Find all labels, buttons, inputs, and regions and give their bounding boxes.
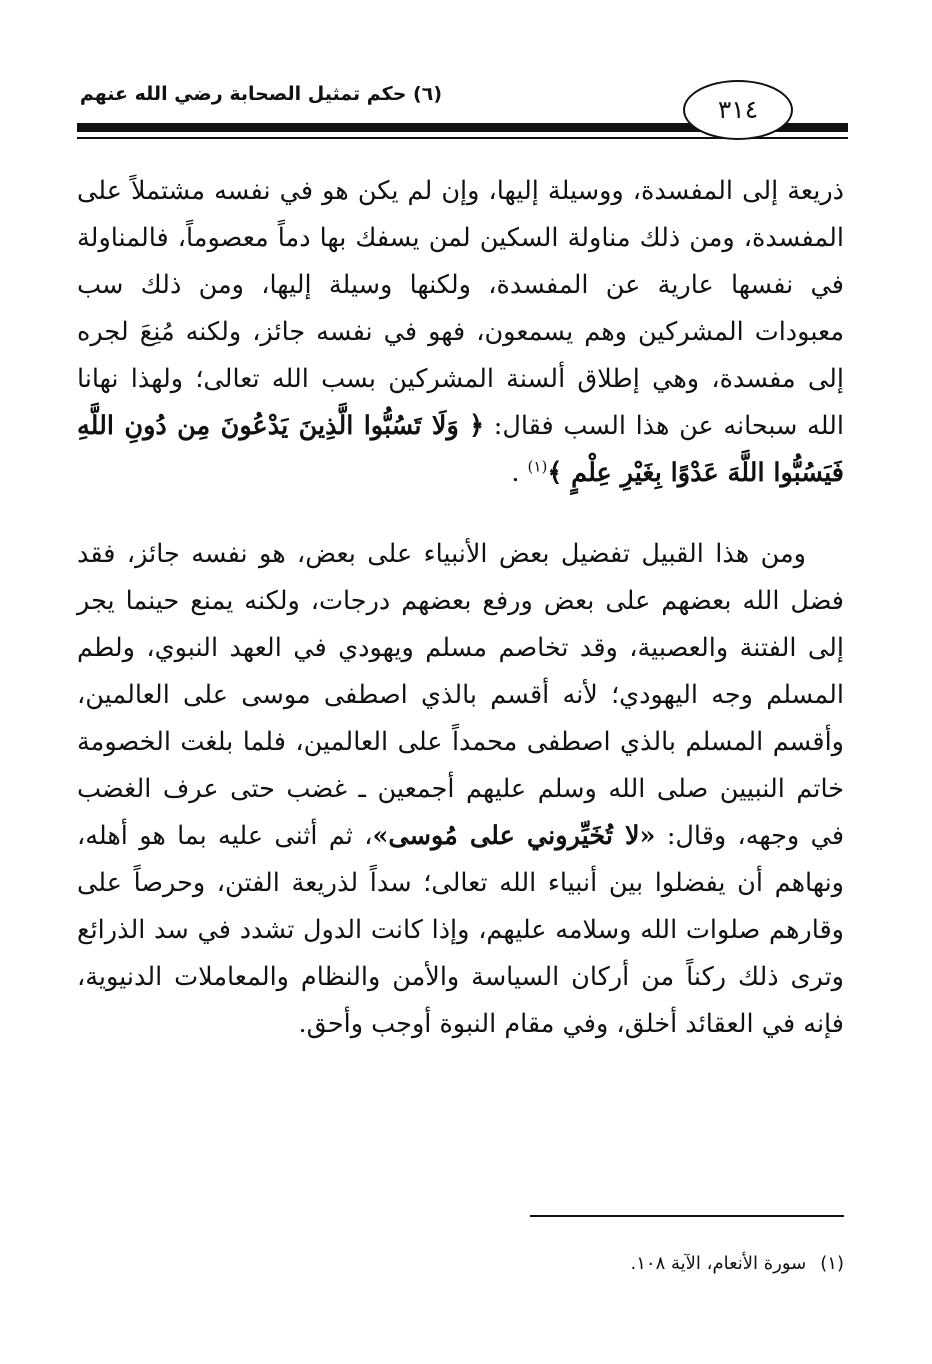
hadith-quote: «لا تُخَيِّروني على مُوسى» (372, 821, 656, 851)
footnote-marker: (١) (820, 1253, 844, 1274)
running-header-title: (٦) حكم تمثيل الصحابة رضي الله عنهم (79, 83, 442, 105)
body-text (77, 168, 844, 1048)
paragraph-1-text: ذريعة إلى المفسدة، ووسيلة إليها، وإن لم يكن هو في نفسه مشتملاً على المفسدة، ومن ذلك مناولة السكين لمن يسفك بها دماً معصوماً، فالمناولة في نفسها عارية عن المفسدة، ولكنها وسيلة إليها، ومن ذلك سب معبودات المشركين وهم يسمعون، فهو في نفسه جائز، ولكنه مُنِعَ لجره إلى مفسدة، وهي إطلاق ألسنة المشركين بسب الله تعالى؛ ولهذا نهانا الله سبحانه عن هذا السب فقال: (77, 176, 845, 441)
quran-verse: ﴿ وَلَا تَسُبُّوا الَّذِينَ يَدْعُونَ مِن دُونِ اللَّهِ فَيَسُبُّوا اللَّهَ عَدْوًا بِغَيْرِ عِلْمٍ ﴾ (77, 411, 844, 488)
footnote-separator (530, 1215, 844, 1217)
paragraph-2 (77, 531, 844, 1048)
footnote-reference: (١) (527, 457, 548, 476)
page-number: ٣١٤ (683, 80, 793, 140)
paragraph-2-text: ومن هذا القبيل تفضيل بعض الأنبياء على بعض، هو نفسه جائز، فقد فضل الله بعضهم على بعض ورفع بعضهم درجات، ولكنه يمنع حينما يجر إلى الفتنة والعصبية، وقد تخاصم مسلم ويهودي في العهد النبوي، ولطم المسلم وجه اليهودي؛ لأنه أقسم بالذي اصطفى موسى على العالمين، وأقسم المسلم بالذي اصطفى محمداً على العالمين، فلما بلغت الخصومة خاتم النبيين صلى الله وسلم عليهم أجمعين ـ غضب حتى عرف الغضب في وجهه، وقال: (77, 539, 845, 851)
paragraph-1 (77, 168, 844, 497)
paragraph-1-end: . (511, 458, 520, 488)
footnote (460, 1250, 844, 1278)
paragraph-2-end: ، ثم أثنى عليه بما هو أهله، ونهاهم أن يفضلوا بين أنبياء الله تعالى؛ سداً لذريعة الفتن، وحرصاً على وقارهم صلوات الله وسلامه عليهم، وإذا كانت الدول تشدد في سد الذرائع وترى ذلك ركناً من أركان السياسة والأمن والنظام والمعاملات الدنيوية، فإنه في العقائد أخلق، وفي مقام النبوة أوجب وأحق. (77, 821, 844, 1039)
footnote-text: سورة الأنعام، الآية ١٠٨. (630, 1253, 807, 1274)
